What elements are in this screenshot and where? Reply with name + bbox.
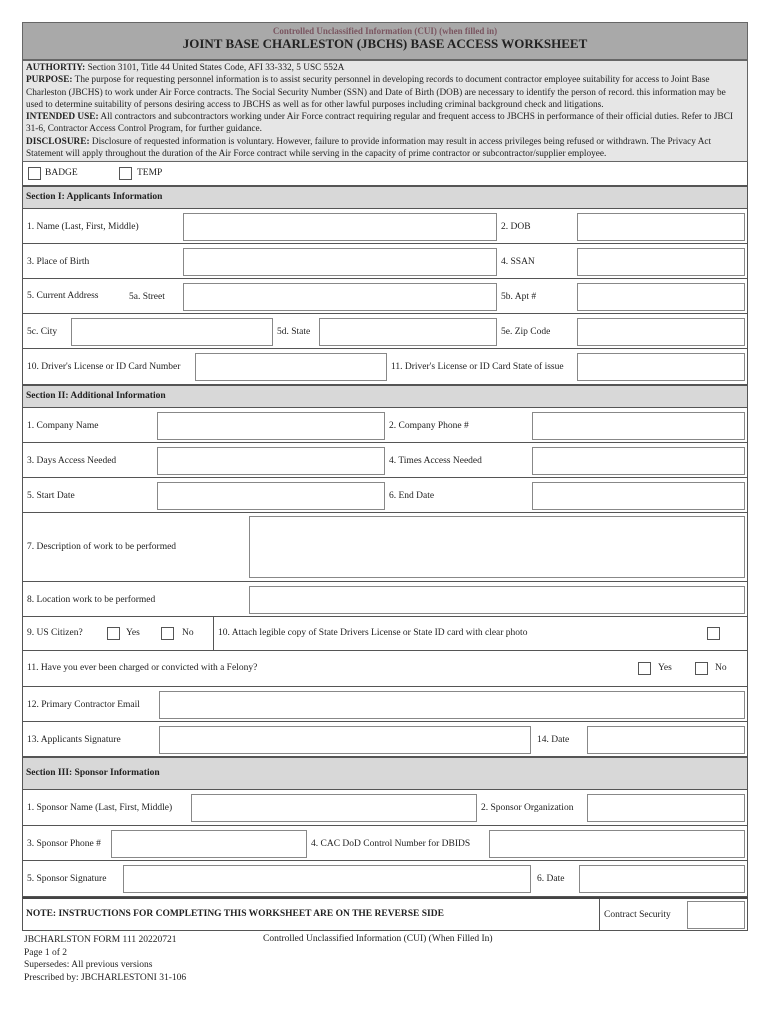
dob-label: 2. DOB [501,222,531,232]
row-license [22,349,748,385]
sponsor-date-label: 6. Date [537,874,565,884]
row-email [22,687,748,722]
badge-label: BADGE [45,168,78,178]
sponsor-org-input[interactable] [587,794,745,822]
section-3-header: Section III: Sponsor Information [22,757,748,790]
cui-banner: Controlled Unclassified Information (CUI) (when filled in) [272,26,498,36]
pob-label: 3. Place of Birth [27,257,90,267]
sponsor-signature-label: 5. Sponsor Signature [27,874,107,884]
times-input[interactable] [532,447,745,475]
license-label: 10. Driver's License or ID Card Number [27,362,181,372]
days-input[interactable] [157,447,385,475]
sponsor-name-label: 1. Sponsor Name (Last, First, Middle) [27,803,173,813]
sponsor-name-input[interactable] [191,794,477,822]
street-input[interactable] [183,283,497,311]
city-input[interactable] [71,318,273,346]
applicant-date-input[interactable] [587,726,745,754]
cac-label: 4. CAC DoD Control Number for DBIDS [311,839,471,849]
city-label: 5c. City [27,327,58,337]
prescribed-text: Prescribed by: JBCHARLESTONI 31-106 [24,972,187,983]
attach-label: 10. Attach legible copy of State Drivers License or State ID card with clear photo [218,628,528,638]
row-applicant-signature [22,722,748,757]
applicant-signature-label: 13. Applicants Signature [27,735,121,745]
state-label: 5d. State [277,327,311,337]
attach-checkbox[interactable] [707,627,720,640]
row-location [22,582,748,617]
section-1-header: Section I: Applicants Information [22,186,748,209]
ssan-label: 4. SSAN [501,257,535,267]
divider [599,899,600,931]
sponsor-org-label: 2. Sponsor Organization [481,803,574,813]
disclosure-text: Disclosure of requested information is voluntary. However, failure to provide information may result in access privileges being refused or withdrawn. The Privacy Act Statement will apply throughout the duration of the Air Force contract while serving in the capacity of prime contractor or subcontractor/supplier employee. [26,136,712,160]
form-title: JOINT BASE CHARLESTON (JBCHS) BASE ACCESS WORKSHEET [182,36,588,51]
note-text: NOTE: INSTRUCTIONS FOR COMPLETING THIS WORKSHEET ARE ON THE REVERSE SIDE [26,909,444,919]
company-phone-input[interactable] [532,412,745,440]
citizen-yes-checkbox[interactable] [107,627,120,640]
license-input[interactable] [195,353,387,381]
row-citizen [22,617,748,651]
felony-no-label: No [715,663,727,673]
description-label: 7. Description of work to be performed [27,542,177,552]
temp-checkbox[interactable] [119,167,132,180]
supersedes-text: Supersedes: All previous versions [24,960,153,970]
address-label: 5. Current Address [27,291,99,301]
start-date-label: 5. Start Date [27,491,75,501]
row-sponsor-phone [22,826,748,861]
felony-yes-checkbox[interactable] [638,662,651,675]
intended-use-label: INTENDED USE: [26,112,99,123]
zip-label: 5e. Zip Code [501,327,551,337]
company-phone-label: 2. Company Phone # [389,421,469,431]
row-sponsor-signature [22,861,748,897]
times-label: 4. Times Access Needed [389,456,482,466]
sponsor-phone-input[interactable] [111,830,307,858]
temp-label: TEMP [137,168,163,178]
badge-checkbox[interactable] [28,167,41,180]
citizen-no-label: No [182,628,194,638]
cac-input[interactable] [489,830,745,858]
license-state-label: 11. Driver's License or ID Card State of issue [391,362,564,372]
authority-text: Section 3101, Title 44 United States Code, AFI 33-332, 5 USC 552A [87,63,345,73]
authority-label: AUTHORTIY: [26,63,86,73]
disclosure-label: DISCLOSURE: [26,136,90,147]
zip-input[interactable] [577,318,745,346]
state-input[interactable] [319,318,497,346]
email-label: 12. Primary Contractor Email [27,700,140,710]
purpose-text: The purpose for requesting personnel information is to assist security personnel in developing records to document contractor employee suitability for access to Joint Base Charleston (JBCHS) to work under Air Force contracts. The Social Security Number (SSN) and Date of Birth (DOB) are necessary to identify the person of record. this information may be used to determine suitability of persons desiring access to JBCHS as well as for other lawful purposes including criminal background check and litigations. [26,75,726,110]
description-input[interactable] [249,516,745,578]
company-input[interactable] [157,412,385,440]
name-input[interactable] [183,213,497,241]
row-address [22,279,748,314]
applicant-date-label: 14. Date [537,735,570,745]
location-input[interactable] [249,586,745,614]
section-2-header: Section II: Additional Information [22,385,748,408]
row-company [22,408,748,443]
row-sponsor-name [22,790,748,826]
felony-no-checkbox[interactable] [695,662,708,675]
street-label: 5a. Street [129,292,165,302]
row-description [22,513,748,582]
days-label: 3. Days Access Needed [27,456,117,466]
sponsor-phone-label: 3. Sponsor Phone # [27,839,101,849]
row-name-dob [22,209,748,244]
apt-label: 5b. Apt # [501,292,537,302]
email-input[interactable] [159,691,745,719]
dob-input[interactable] [577,213,745,241]
divider [213,617,214,651]
felony-yes-label: Yes [658,663,672,673]
row-days-times [22,443,748,478]
badge-type-row [22,162,748,186]
start-date-input[interactable] [157,482,385,510]
form-number: JBCHARLSTON FORM 111 20220721 [24,935,177,945]
row-city [22,314,748,349]
felony-label: 11. Have you ever been charged or convicted with a Felony? [27,663,258,673]
company-label: 1. Company Name [27,421,99,431]
privacy-statement [22,60,748,162]
sponsor-date-input[interactable] [579,865,745,893]
contract-security-label: Contract Security [604,910,671,920]
name-label: 1. Name (Last, First, Middle) [27,222,139,232]
location-label: 8. Location work to be performed [27,595,156,605]
form-footer [24,934,186,984]
applicant-signature-input[interactable] [159,726,531,754]
form-header [22,22,748,60]
row-dates [22,478,748,513]
intended-use-text: All contractors and subcontractors working under Air Force contract requiring regular and frequent access to JBCHS in performance of their official duties. Refer to JBCI 31-6, Contractor Access Control Program, for further guidance. [26,112,734,135]
license-state-input[interactable] [577,353,745,381]
citizen-no-checkbox[interactable] [161,627,174,640]
ssan-input[interactable] [577,248,745,276]
pob-input[interactable] [183,248,497,276]
footer-cui: Controlled Unclassified Information (CUI) (When Filled In) [263,934,493,944]
row-pob-ssan [22,244,748,279]
citizen-label: 9. US Citizen? [27,628,83,638]
end-date-input[interactable] [532,482,745,510]
sponsor-signature-input[interactable] [123,865,531,893]
contract-security-input[interactable] [687,901,745,929]
purpose-label: PURPOSE: [26,75,73,86]
citizen-yes-label: Yes [126,628,140,638]
row-note [22,897,748,931]
end-date-label: 6. End Date [389,491,435,501]
apt-input[interactable] [577,283,745,311]
page-number: Page 1 of 2 [24,947,68,958]
row-felony [22,651,748,687]
